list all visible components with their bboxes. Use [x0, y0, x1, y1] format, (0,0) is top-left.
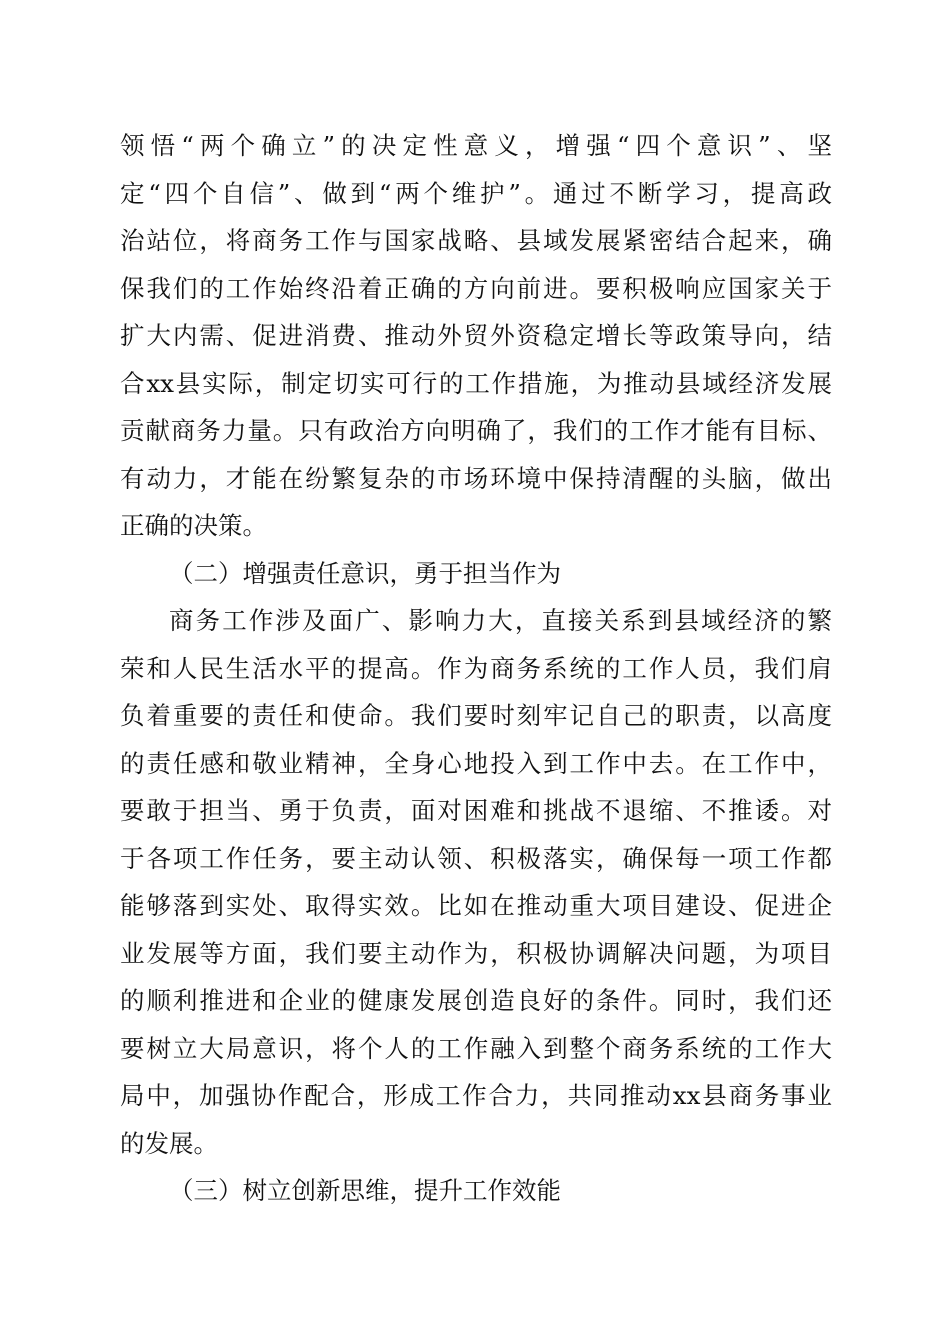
paragraph-line: 的发展。 — [120, 1128, 218, 1158]
paragraph-line: 领悟“两个确立”的决定性意义，增强“四个意识”、坚 — [120, 131, 832, 160]
paragraph-line: 要树立大局意识，将个人的工作融入到整个商务系统的工作大 — [120, 1033, 832, 1063]
paragraph-line: 商务工作涉及面广、影响力大，直接关系到县域经济的繁 — [169, 606, 832, 635]
paragraph-line: 正确的决策。 — [120, 511, 267, 540]
paragraph-line: 能够落到实处、取得实效。比如在推动重大项目建设、促进企 — [120, 891, 832, 920]
paragraph-line: 扩大内需、促进消费、推动外贸外资稳定增长等政策导向，结 — [120, 321, 832, 350]
paragraph-line: 荣和人民生活水平的提高。作为商务系统的工作人员，我们肩 — [120, 653, 832, 683]
paragraph-line: 合xx县实际，制定切实可行的工作措施，为推动县域经济发展 — [120, 368, 832, 398]
section-heading: （二）增强责任意识，勇于担当作为 — [169, 558, 561, 588]
paragraph-line: 要敢于担当、勇于负责，面对困难和挑战不退缩、不推诿。对 — [120, 796, 832, 825]
section-heading: （三）树立创新思维，提升工作效能 — [169, 1176, 561, 1205]
paragraph-line: 负着重要的责任和使命。我们要时刻牢记自己的职责，以高度 — [120, 701, 832, 730]
paragraph-line: 局中，加强协作配合，形成工作合力，共同推动xx县商务事业 — [120, 1081, 832, 1110]
paragraph-line: 贡献商务力量。只有政治方向明确了，我们的工作才能有目标、 — [120, 416, 832, 445]
paragraph-line: 的顺利推进和企业的健康发展创造良好的条件。同时，我们还 — [120, 986, 832, 1015]
paragraph-line: 业发展等方面，我们要主动作为，积极协调解决问题，为项目 — [120, 938, 832, 968]
paragraph-line: 保我们的工作始终沿着正确的方向前进。要积极响应国家关于 — [120, 273, 832, 303]
paragraph-line: 治站位，将商务工作与国家战略、县域发展紧密结合起来，确 — [120, 226, 832, 255]
paragraph-line: 于各项工作任务，要主动认领、积极落实，确保每一项工作都 — [120, 843, 832, 873]
paragraph-line: 的责任感和敬业精神，全身心地投入到工作中去。在工作中， — [120, 748, 832, 778]
paragraph-line: 定“四个自信”、做到“两个维护”。通过不断学习，提高政 — [120, 178, 832, 208]
paragraph-line: 有动力，才能在纷繁复杂的市场环境中保持清醒的头脑，做出 — [120, 463, 832, 493]
document-body — [120, 122, 832, 1215]
